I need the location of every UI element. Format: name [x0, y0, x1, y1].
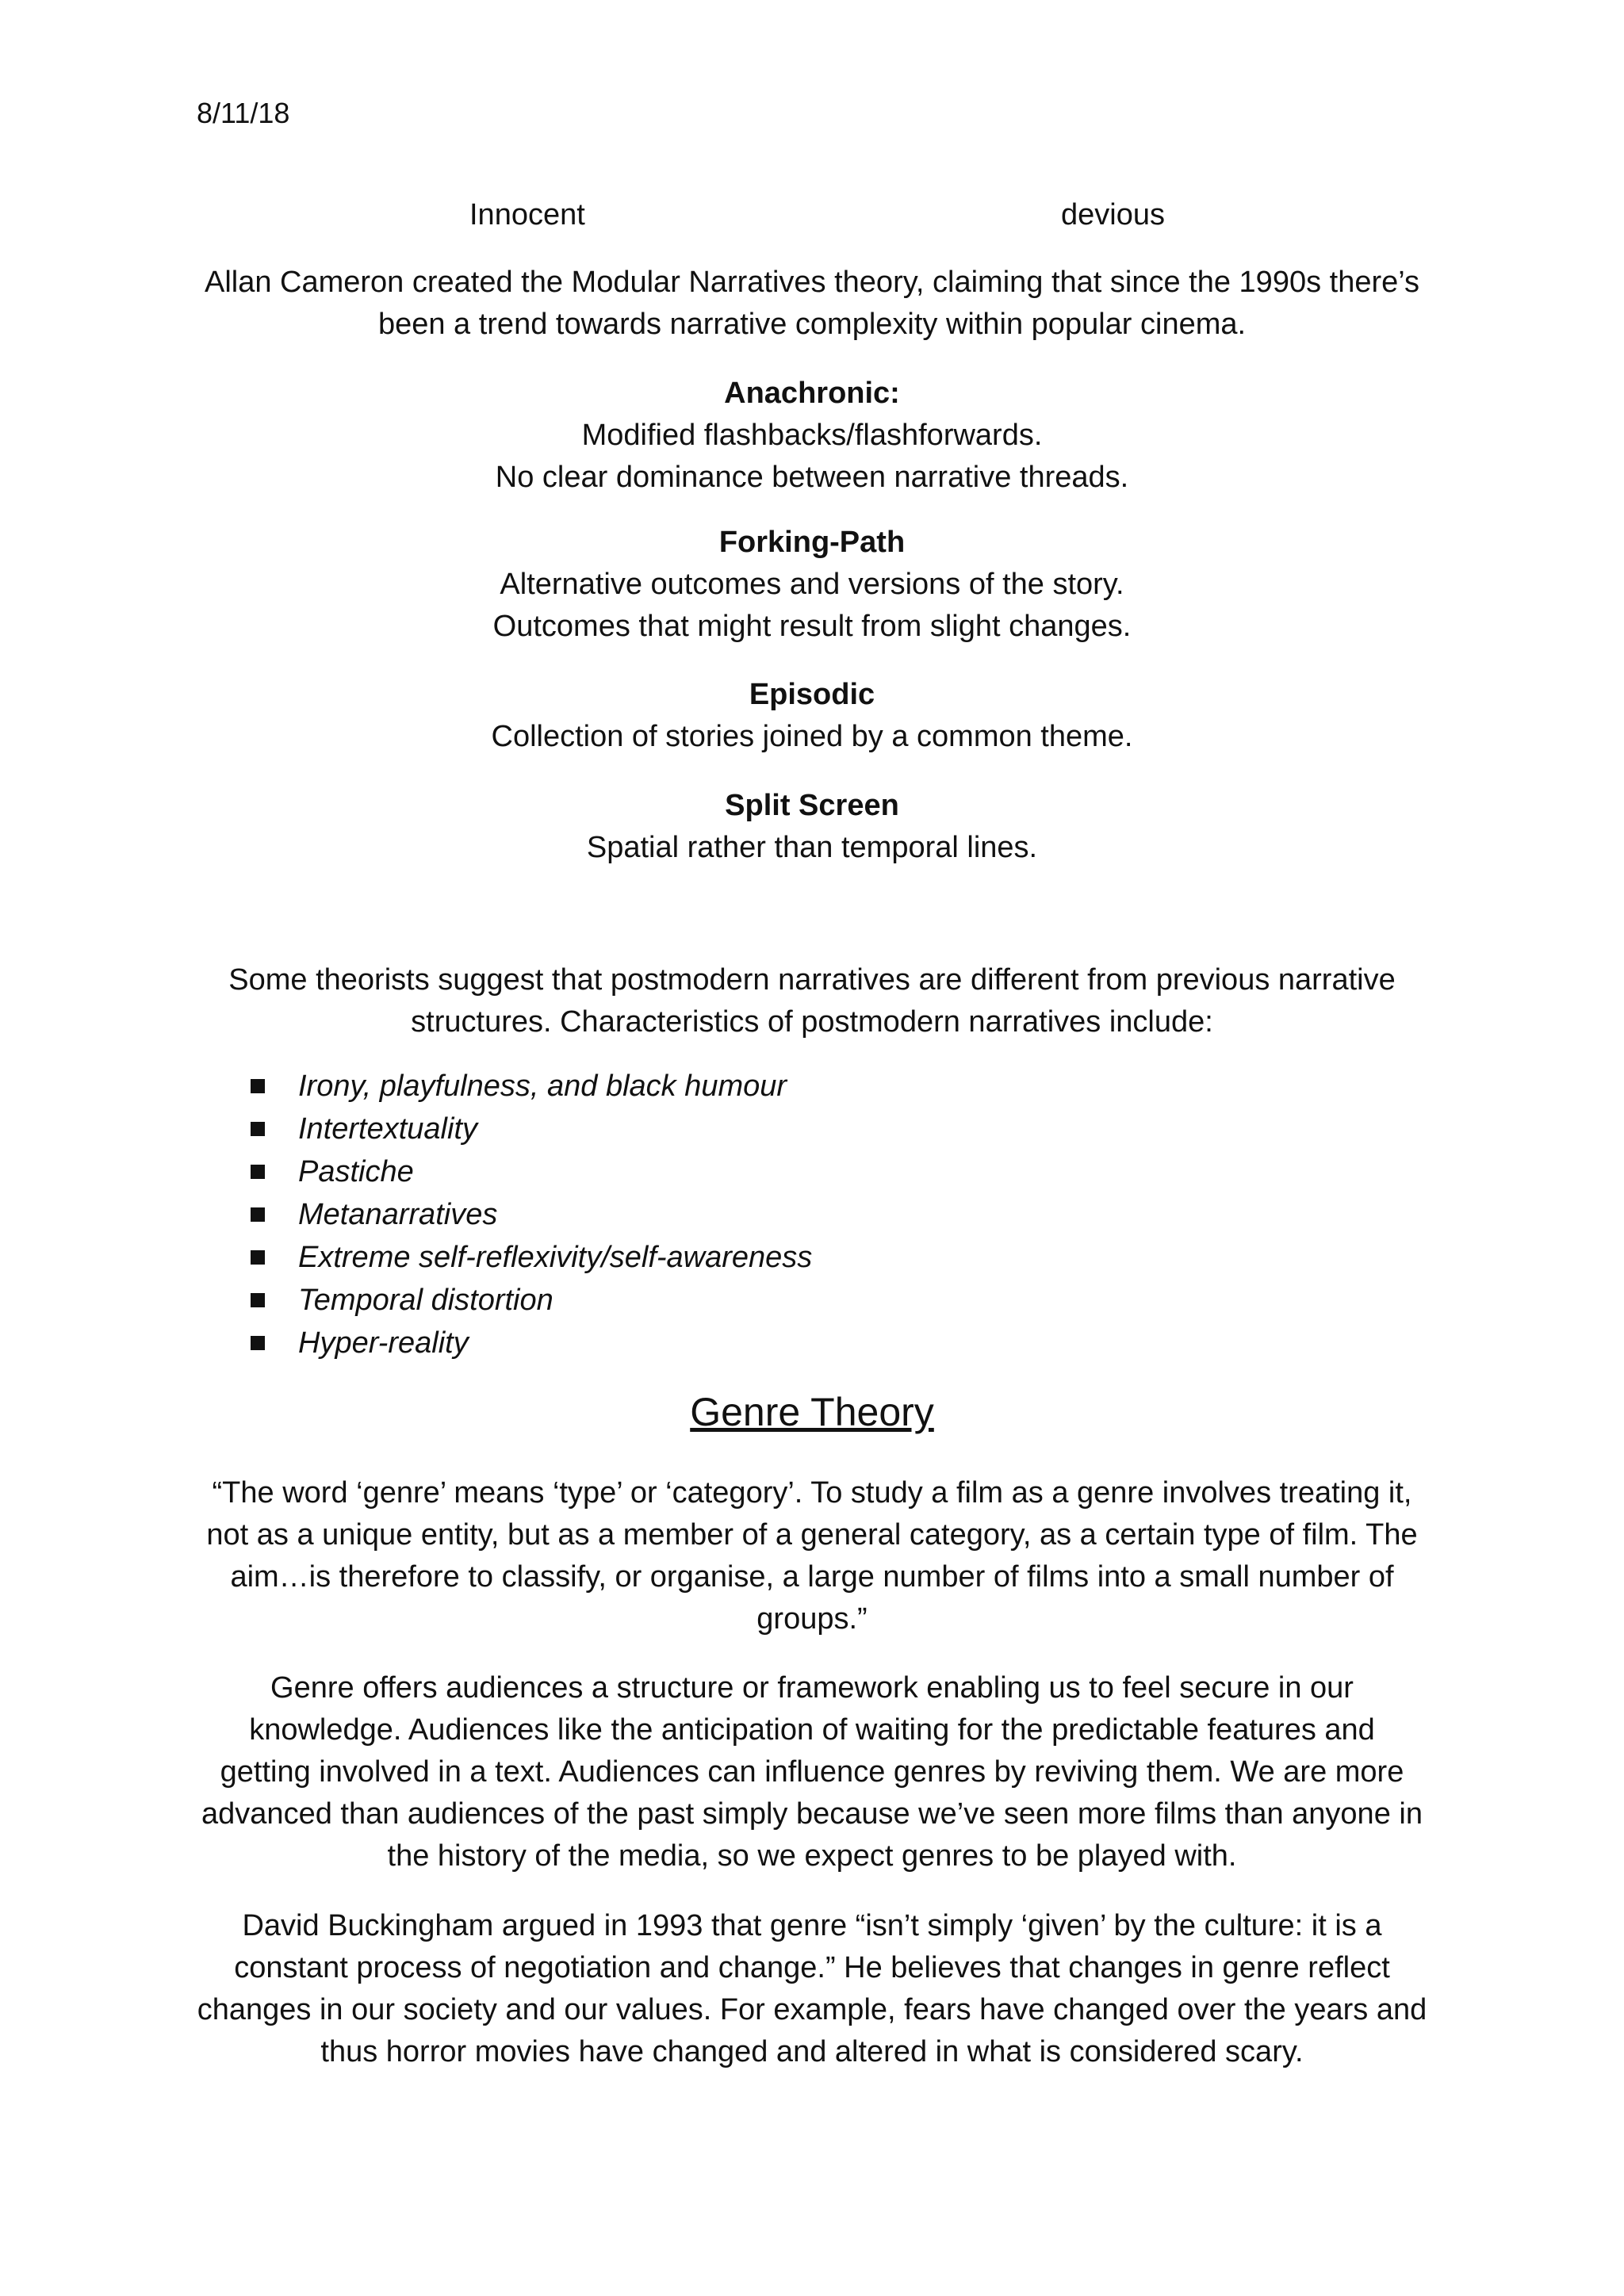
- text-line: not as a unique entity, but as a member of a general category, as a certain type of film. The: [206, 1518, 1418, 1552]
- narrative-forking-path: [190, 522, 1434, 648]
- narrative-description: Modified flashbacks/flashforwards.: [581, 419, 1043, 452]
- text-line: knowledge. Audiences like the anticipation of waiting for the predictable features and: [249, 1713, 1375, 1747]
- genre-quote: [190, 1472, 1434, 1640]
- list-item: Extreme self-reflexivity/self-awareness: [251, 1236, 812, 1279]
- narrative-description: Spatial rather than temporal lines.: [586, 831, 1038, 864]
- narrative-term: Split Screen: [725, 789, 899, 822]
- list-item: Intertextuality: [251, 1108, 812, 1150]
- text-line: the history of the media, so we expect genres to be played with.: [387, 1839, 1237, 1873]
- narrative-term: Forking-Path: [718, 526, 906, 559]
- narrative-description: Collection of stories joined by a common theme.: [491, 720, 1133, 753]
- text-line: “The word ‘genre’ means ‘type’ or ‘category’. To study a film as a genre involves treating it,: [212, 1476, 1412, 1510]
- date: 8/11/18: [197, 97, 290, 129]
- narrative-description: Alternative outcomes and versions of the story.: [500, 568, 1124, 601]
- text-line: Some theorists suggest that postmodern narratives are different from previous narrative: [228, 963, 1396, 997]
- list-item: Pastiche: [251, 1150, 812, 1193]
- narrative-anachronic: [190, 373, 1434, 499]
- postmodern-intro: [190, 959, 1434, 1043]
- intro-paragraph: [190, 262, 1434, 346]
- spectrum-left-label: Innocent: [469, 198, 585, 232]
- narrative-split-screen: [190, 785, 1434, 869]
- postmodern-characteristics-list: [251, 1065, 812, 1364]
- square-bullet-icon: [251, 1293, 265, 1307]
- text-line: thus horror movies have changed and altered in what is considered scary.: [320, 2035, 1304, 2068]
- narrative-term: Anachronic:: [724, 377, 900, 410]
- text-line: David Buckingham argued in 1993 that genre “isn’t simply ‘given’ by the culture: it is a: [242, 1909, 1382, 1942]
- square-bullet-icon: [251, 1122, 265, 1136]
- genre-paragraph: [190, 1667, 1434, 1877]
- narrative-episodic: [190, 674, 1434, 758]
- list-item: Irony, playfulness, and black humour: [251, 1065, 812, 1108]
- text-line: constant process of negotiation and change.” He believes that changes in genre reflect: [234, 1951, 1390, 1984]
- narrative-description: Outcomes that might result from slight changes.: [492, 610, 1132, 643]
- list-item: Temporal distortion: [251, 1279, 812, 1322]
- text-line: structures. Characteristics of postmodern narratives include:: [411, 1005, 1213, 1039]
- text-line: changes in our society and our values. For example, fears have changed over the years and: [197, 1993, 1427, 2026]
- list-item: Hyper-reality: [251, 1322, 812, 1364]
- square-bullet-icon: [251, 1250, 265, 1265]
- square-bullet-icon: [251, 1207, 265, 1222]
- text-line: been a trend towards narrative complexity within popular cinema.: [377, 308, 1247, 341]
- text-line: getting involved in a text. Audiences can influence genres by reviving them. We are more: [220, 1755, 1404, 1789]
- genre-theory-heading: Genre Theory: [690, 1390, 934, 1434]
- list-item: Metanarratives: [251, 1193, 812, 1236]
- text-line: aim…is therefore to classify, or organise, a large number of films into a small number of: [230, 1560, 1394, 1594]
- buckingham-paragraph: [190, 1905, 1434, 2073]
- text-line: Genre offers audiences a structure or framework enabling us to feel secure in our: [270, 1671, 1354, 1705]
- narrative-description: No clear dominance between narrative threads.: [495, 461, 1129, 494]
- text-line: advanced than audiences of the past simply because we’ve seen more films than anyone in: [201, 1797, 1423, 1831]
- narrative-term: Episodic: [749, 678, 875, 711]
- text-line: Allan Cameron created the Modular Narratives theory, claiming that since the 1990s there’s: [204, 266, 1420, 299]
- text-line: groups.”: [756, 1602, 868, 1636]
- square-bullet-icon: [251, 1079, 265, 1093]
- spectrum-right-label: devious: [1061, 198, 1165, 232]
- square-bullet-icon: [251, 1165, 265, 1179]
- square-bullet-icon: [251, 1336, 265, 1350]
